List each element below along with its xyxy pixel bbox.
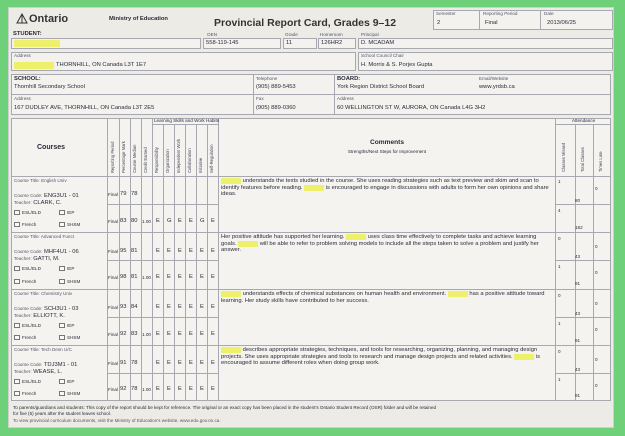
shsm-checkbox[interactable] xyxy=(59,335,65,340)
course2-teacher: GATTI, M. xyxy=(33,256,60,262)
course-title-label: Course Title: xyxy=(14,178,40,183)
course4-comment-part2: is encouraged to assume different roles when doing group work. xyxy=(221,353,541,366)
report-card-page xyxy=(8,7,614,428)
iep-checkbox[interactable] xyxy=(59,210,65,215)
course4-skill: E xyxy=(200,360,204,366)
courses-header: Courses xyxy=(37,144,66,151)
ontario-logo-text: Ontario xyxy=(29,13,69,25)
course4-comment-part1: describes appropriate strategies, techniques, and tools for researching, organizing, planning, and managing design projects. She uses appropriate strategies and tools to research and manage design projects and related activities. xyxy=(221,347,538,360)
course2-comment-part2: uses class time effectively to complete tasks and achieve learning goals. xyxy=(221,234,537,247)
principal-value: D. MCADAM xyxy=(361,40,395,46)
course1-att: 80 xyxy=(575,198,581,203)
footer-line-3: To view provincial curriculum documents, visit the Ministry of Education's website, www.edu.gov.on.ca. xyxy=(13,418,221,423)
board-web-label: Email/Website xyxy=(479,76,509,81)
course1-comment-student-name xyxy=(221,178,241,184)
iep-checkbox[interactable] xyxy=(59,379,65,384)
teacher-label: Teacher: xyxy=(14,200,32,205)
course4-r2-median: 78 xyxy=(131,386,138,392)
course3-comment-part2: has a positive attitude toward learning. Her study skills have contributed to her success. xyxy=(221,291,545,304)
oen-value: 558-119-145 xyxy=(206,40,239,46)
skill-independent-work: Independent Work xyxy=(176,138,181,173)
course3-att: 43 xyxy=(575,311,581,316)
course2-r2-mark: 98 xyxy=(120,274,127,280)
col-reporting-period: Reporting Period xyxy=(110,141,115,173)
course1-r2-mark: 83 xyxy=(120,218,127,224)
skills-group-header: Learning Skills and Work Habits xyxy=(154,118,220,123)
course2-r1-period: Final xyxy=(108,249,118,254)
school-address-label: Address xyxy=(14,96,31,101)
course3-r1-median: 84 xyxy=(131,304,138,310)
french-label: French xyxy=(22,279,37,284)
course4-code: TDJ3M1 - 01 xyxy=(43,362,78,368)
course4-att: 1 xyxy=(558,377,561,382)
student-name-redacted xyxy=(14,40,60,47)
course2-skill: E xyxy=(200,274,204,280)
course4-skill: E xyxy=(200,386,204,392)
teacher-label: Teacher: xyxy=(14,313,32,318)
course4-att: 0 xyxy=(595,357,598,362)
esl-checkbox[interactable] xyxy=(14,323,20,328)
course3-att: 1 xyxy=(558,321,561,326)
course3-code: SCH3U1 - 03 xyxy=(43,306,79,312)
homeroom-label: Homeroom xyxy=(320,32,343,37)
course2-skill: E xyxy=(178,248,182,254)
course3-r2-median: 83 xyxy=(131,331,138,337)
comments-header: Comments xyxy=(369,139,405,146)
course3-skill: E xyxy=(189,331,193,337)
course3-skill: E xyxy=(156,304,160,310)
course4-r1-period: Final xyxy=(108,361,118,366)
course-title-label: Course Title: xyxy=(14,347,40,352)
course2-comment-part1: Her positive attitude has supported her learning. xyxy=(221,234,345,240)
course4-skill: E xyxy=(211,386,215,392)
course3-skill: E xyxy=(167,331,171,337)
course1-code: ENG3U1 - 01 xyxy=(43,193,79,199)
course1-att: 4 xyxy=(558,208,561,213)
course2-code: MHF4U1 - 06 xyxy=(43,249,79,255)
course4-skill: E xyxy=(156,386,160,392)
shsm-label: SHSM xyxy=(67,279,81,284)
homeroom-value: 126HR2 xyxy=(321,40,343,46)
course2-att: 1 xyxy=(558,264,561,269)
course3-comment xyxy=(221,291,553,304)
background-frame-right xyxy=(614,0,625,436)
background-frame-top xyxy=(0,0,625,7)
footer-line-2: for five (5) years after the student leaves school. xyxy=(13,411,112,416)
esl-checkbox[interactable] xyxy=(14,379,20,384)
shsm-checkbox[interactable] xyxy=(59,279,65,284)
course2-skill: E xyxy=(156,274,160,280)
iep-checkbox[interactable] xyxy=(59,323,65,328)
french-checkbox[interactable] xyxy=(14,279,20,284)
course1-att: 0 xyxy=(595,186,598,191)
course1-skill: G xyxy=(200,218,205,224)
course4-att: 43 xyxy=(575,367,581,372)
col-percentage-mark: Percentage Mark xyxy=(121,141,126,173)
iep-checkbox[interactable] xyxy=(59,266,65,271)
iep-label: IEP xyxy=(67,210,75,215)
course3-att: 91 xyxy=(575,338,581,343)
course2-skill: E xyxy=(189,248,193,254)
shsm-label: SHSM xyxy=(67,391,81,396)
skill-responsibility: Responsibility xyxy=(154,147,159,173)
student-label: STUDENT: xyxy=(13,31,42,37)
course2-skill: E xyxy=(156,248,160,254)
course3-r1-mark: 93 xyxy=(120,304,127,310)
course2-r1-mark: 95 xyxy=(120,248,127,254)
course3-skill: E xyxy=(200,331,204,337)
course4-r2-credit: 1.00 xyxy=(142,387,151,392)
course4-title: Tech Desn U/C xyxy=(41,347,72,352)
course1-skill: E xyxy=(189,218,193,224)
teacher-label: Teacher: xyxy=(14,369,32,374)
course2-att: 0 xyxy=(558,236,561,241)
esl-label: ESL/ELD xyxy=(22,323,41,328)
student-address-label: Address xyxy=(14,53,31,58)
course1-skill: E xyxy=(211,218,215,224)
course1-title: English Univ xyxy=(41,178,67,183)
french-label: French xyxy=(22,222,37,227)
french-checkbox[interactable] xyxy=(14,335,20,340)
course3-att: 0 xyxy=(558,293,561,298)
attendance-header: Attendance xyxy=(571,118,596,123)
course2-att: 43 xyxy=(575,254,581,259)
course4-att: 0 xyxy=(595,383,598,388)
att-total-classes: Total Classes xyxy=(580,147,585,172)
course2-att: 0 xyxy=(595,244,598,249)
date-label: Date xyxy=(544,11,554,16)
course2-r2-period: Final xyxy=(108,275,118,280)
iep-label: IEP xyxy=(67,379,75,384)
course4-r2-period: Final xyxy=(108,387,118,392)
french-label: French xyxy=(22,335,37,340)
semester-value: 2 xyxy=(437,20,441,26)
course-code-label: Course Code: xyxy=(14,306,43,311)
course3-att: 0 xyxy=(595,327,598,332)
semester-label: Semester xyxy=(436,11,456,16)
course3-skill: E xyxy=(156,331,160,337)
course1-r2-period: Final xyxy=(108,219,118,224)
course2-skill: E xyxy=(211,248,215,254)
course4-skill: E xyxy=(211,360,215,366)
page-title: Provincial Report Card, Grades 9–12 xyxy=(214,17,397,29)
grade-value: 11 xyxy=(286,40,293,46)
course2-att: 0 xyxy=(595,270,598,275)
course-code-label: Course Code: xyxy=(14,193,43,198)
council-label: School Council Chair xyxy=(361,53,404,58)
course3-r2-mark: 92 xyxy=(120,331,127,337)
footer-line-1: To parents/guardians and students: This copy of the report should be kept for reference. The original or an exact copy has been placed in the student's Ontario Student Record (OSR) folder and will be retained xyxy=(13,405,437,410)
course-code-label: Course Code: xyxy=(14,362,43,367)
course1-skill: E xyxy=(178,218,182,224)
att-classes-missed: Classes Missed xyxy=(561,142,566,172)
course1-att: 1 xyxy=(558,179,561,184)
teacher-label: Teacher: xyxy=(14,256,32,261)
course-title-label: Course Title: xyxy=(14,234,40,239)
course4-skill: E xyxy=(156,360,160,366)
course3-skill: E xyxy=(200,304,204,310)
col-course-median: Course Median xyxy=(132,144,137,173)
course1-teacher: CLARK, C. xyxy=(33,200,62,206)
course-code-label: Course Code: xyxy=(14,249,43,254)
course3-r1-period: Final xyxy=(108,305,118,310)
shsm-checkbox[interactable] xyxy=(59,222,65,227)
course3-skill: E xyxy=(178,304,182,310)
course2-att: 91 xyxy=(575,281,581,286)
shsm-checkbox[interactable] xyxy=(59,391,65,396)
course4-comment xyxy=(221,347,553,367)
course4-skill: E xyxy=(178,386,182,392)
shsm-label: SHSM xyxy=(67,222,81,227)
school-fax-label: Fax xyxy=(256,96,264,101)
course3-comment-part1: understands effects of chemical substances on human health and environment. xyxy=(242,291,447,297)
school-name: Thornhill Secondary School xyxy=(14,84,85,90)
school-fax-value: (905) 889-0360 xyxy=(256,105,296,111)
course2-skill: E xyxy=(178,274,182,280)
course4-r2-mark: 92 xyxy=(120,386,127,392)
course2-comment-part3: will be able to refer to problem solving models to include all the steps taken to solve a problem and justify her answer. xyxy=(221,240,539,253)
course1-r1-median: 78 xyxy=(131,191,138,197)
skill-initiative: Initiative xyxy=(198,157,203,173)
course3-skill: E xyxy=(211,304,215,310)
course3-skill: E xyxy=(167,304,171,310)
french-checkbox[interactable] xyxy=(14,391,20,396)
course4-r1-mark: 91 xyxy=(120,360,127,366)
esl-checkbox[interactable] xyxy=(14,266,20,271)
french-checkbox[interactable] xyxy=(14,222,20,227)
esl-checkbox[interactable] xyxy=(14,210,20,215)
esl-label: ESL/ELD xyxy=(22,210,41,215)
course4-att: 0 xyxy=(558,349,561,354)
board-address-value: 60 WELLINGTON ST W, AURORA, ON Canada L4G 3H2 xyxy=(337,105,486,111)
col-credit-earned: Credit Earned xyxy=(143,147,148,173)
course2-skill: E xyxy=(167,274,171,280)
iep-label: IEP xyxy=(67,323,75,328)
board-address-label: Address xyxy=(337,96,354,101)
board-name: York Region District School Board xyxy=(337,84,425,90)
comments-subheader: Strengths/Next Steps for Improvement xyxy=(347,149,427,154)
course3-r2-period: Final xyxy=(108,332,118,337)
school-label: SCHOOL: xyxy=(14,76,41,82)
period-label: Reporting Period xyxy=(483,11,518,16)
course-title-label: Course Title: xyxy=(14,291,40,296)
esl-label: ESL/ELD xyxy=(22,379,41,384)
course3-skill: E xyxy=(189,304,193,310)
course3-r2-credit: 1.00 xyxy=(142,332,151,337)
esl-label: ESL/ELD xyxy=(22,266,41,271)
school-address-value: 167 DUDLEY AVE, THORNHILL, ON Canada L3T 2E5 xyxy=(14,105,155,111)
principal-label: Principal xyxy=(361,32,379,37)
ministry-name: Ministry of Education xyxy=(109,16,168,22)
board-label: BOARD: xyxy=(337,76,361,82)
course4-teacher: WEASE, L. xyxy=(33,369,63,375)
course2-skill: E xyxy=(200,248,204,254)
school-phone-value: (905) 889-5453 xyxy=(256,84,296,90)
background-frame-bottom xyxy=(0,428,625,436)
course1-comment-part1: understands the texts studied in the course. She uses reading strategies such as text preview and skim and scan to identify features before reading. xyxy=(221,178,539,191)
course2-skill: E xyxy=(189,274,193,280)
council-value: H. Morris & S. Porjes Gupta xyxy=(361,62,433,68)
ontario-trillium-logo-icon xyxy=(15,13,29,25)
course4-att: 91 xyxy=(575,393,581,398)
course1-comment-part2: is encouraged to engage in discussions with adults to form her own opinions and share ideas. xyxy=(221,184,549,197)
skill-organization: Organization xyxy=(165,149,170,173)
att-times-late: Times Late xyxy=(598,151,603,172)
oen-label: OEN xyxy=(207,32,217,37)
course2-r1-median: 81 xyxy=(131,248,138,254)
course2-skill: E xyxy=(167,248,171,254)
course1-r2-median: 80 xyxy=(131,218,138,224)
course1-r1-period: Final xyxy=(108,192,118,197)
course4-skill: E xyxy=(178,360,182,366)
course2-r2-credit: 1.00 xyxy=(142,275,151,280)
course2-title: Advanced Funct xyxy=(40,234,75,239)
student-address-value: THORNHILL, ON Canada L3T 1E7 xyxy=(56,62,147,68)
course4-skill: E xyxy=(167,386,171,392)
course3-skill: E xyxy=(178,331,182,337)
date-value: 2013/06/25 xyxy=(547,20,577,26)
french-label: French xyxy=(22,391,37,396)
course3-title: Chemistry Univ xyxy=(41,291,73,296)
course1-comment xyxy=(221,178,553,198)
period-box xyxy=(433,10,613,30)
board-web-value: www.yrdsb.ca xyxy=(479,84,515,90)
course1-r1-mark: 79 xyxy=(120,191,127,197)
course2-skill: E xyxy=(211,274,215,280)
skill-self-regulation: Self-Regulation xyxy=(209,144,214,173)
course1-att: 182 xyxy=(575,225,583,230)
course3-teacher: ELLIOTT, K. xyxy=(33,313,65,319)
course3-skill: E xyxy=(211,331,215,337)
course4-skill: E xyxy=(167,360,171,366)
school-phone-label: Telephone xyxy=(256,76,278,81)
course4-skill: E xyxy=(189,360,193,366)
course4-skill: E xyxy=(189,386,193,392)
course1-r2-credit: 1.00 xyxy=(142,219,151,224)
course4-r1-median: 78 xyxy=(131,360,138,366)
period-value: Final xyxy=(485,20,498,26)
shsm-label: SHSM xyxy=(67,335,81,340)
iep-label: IEP xyxy=(67,266,75,271)
course1-skill: G xyxy=(167,218,172,224)
course3-att: 0 xyxy=(595,301,598,306)
course2-r2-median: 81 xyxy=(131,274,138,280)
course2-comment xyxy=(221,234,553,254)
skill-collaboration: Collaboration xyxy=(187,148,192,173)
background-frame-left xyxy=(0,0,8,436)
grade-label: Grade xyxy=(285,32,298,37)
course1-skill: E xyxy=(156,218,160,224)
